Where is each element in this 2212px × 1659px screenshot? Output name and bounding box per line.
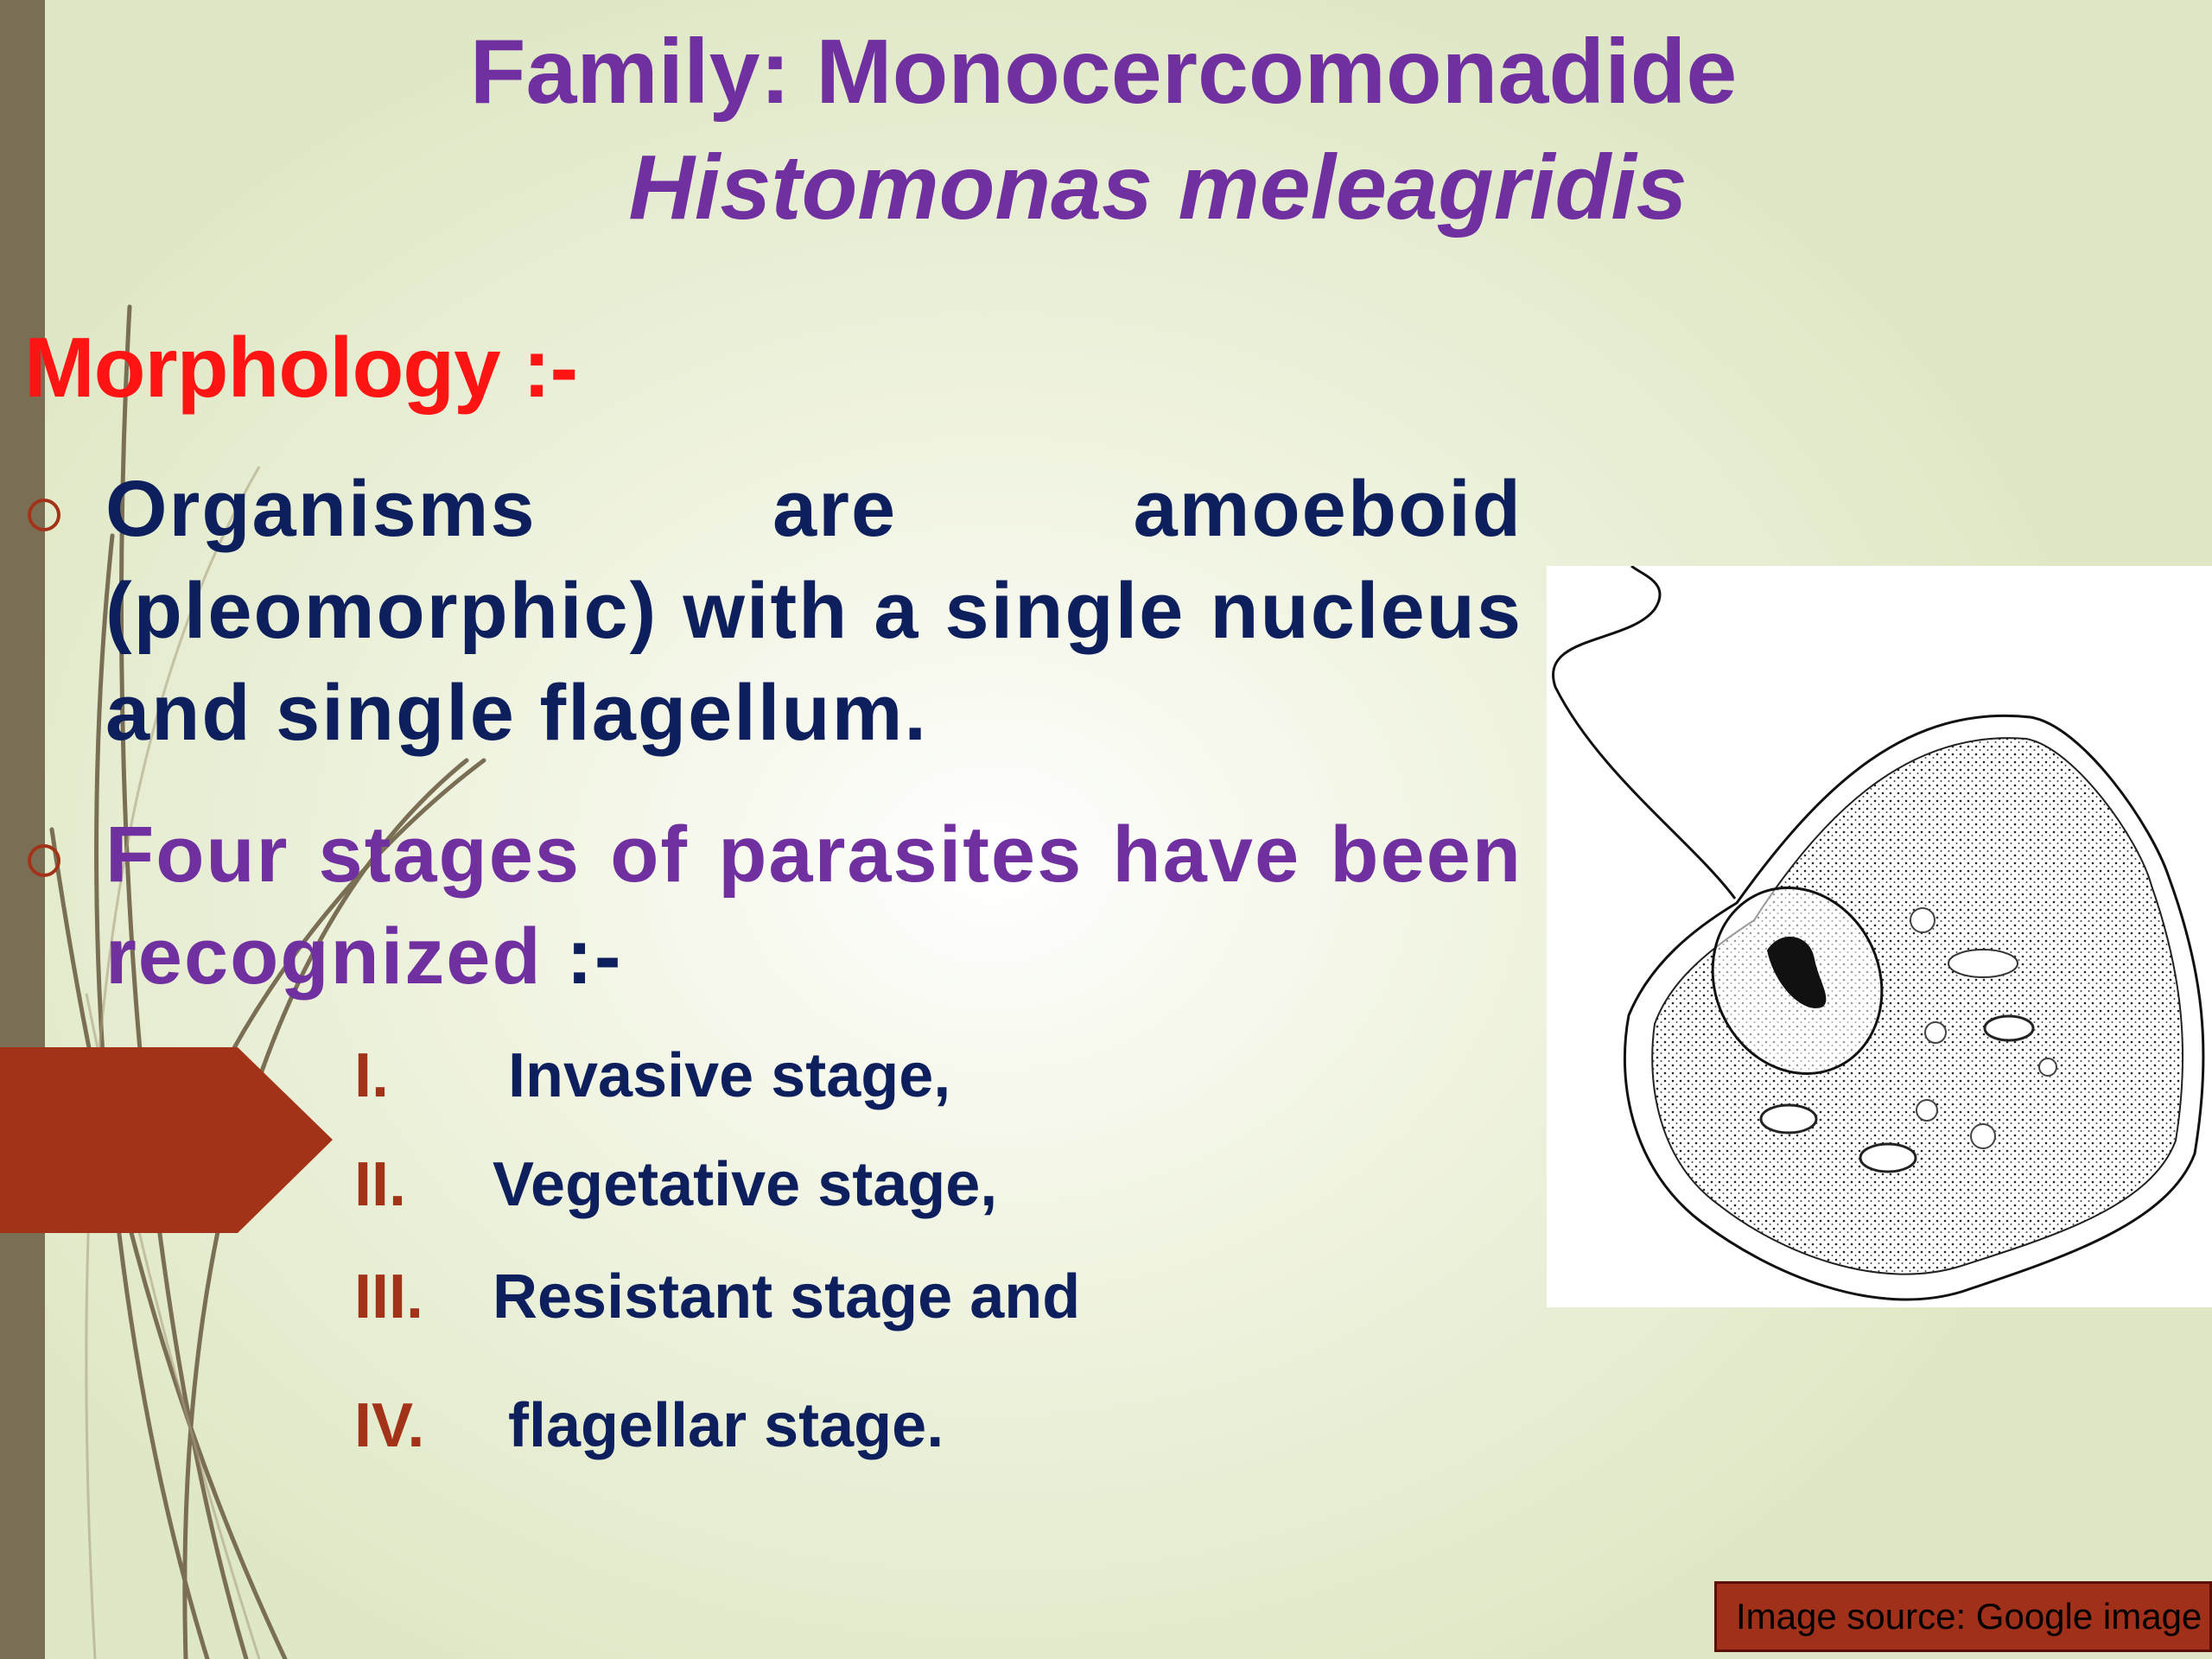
stages-intro-tail: :- — [542, 912, 623, 1001]
stage-label: Resistant stage and — [493, 1262, 1081, 1332]
stage-numeral: I. — [354, 1041, 390, 1110]
bullet-circle-icon — [26, 497, 62, 533]
stage-item — [354, 1387, 944, 1465]
morphology-heading: Morphology :- — [24, 320, 578, 415]
stage-item — [354, 1258, 1080, 1336]
stage-numeral: IV. — [354, 1391, 425, 1460]
stage-label: Invasive stage, — [508, 1041, 951, 1110]
bullet-circle-icon — [26, 842, 62, 879]
stage-item — [354, 1037, 950, 1115]
bullet-organisms-text: Organisms are amoeboid (pleomorphic) with a single nucleus and single flagellum. — [105, 465, 1522, 757]
stages-intro: Four stages of parasites have been recognized — [105, 810, 1522, 1001]
stage-label: flagellar stage. — [508, 1391, 944, 1460]
stage-label: Vegetative stage, — [493, 1150, 998, 1219]
flagellum — [1553, 566, 1735, 899]
histomonas-cell-illustration — [1547, 566, 2212, 1307]
species-title: Histomonas meleagridis — [628, 137, 1688, 238]
stage-item — [354, 1146, 997, 1224]
image-source-caption: Image source: Google image — [1714, 1581, 2212, 1652]
cell-drawing — [1547, 566, 2212, 1307]
bullet-stages-text — [105, 804, 1522, 1007]
red-pentagon-arrow — [0, 1047, 333, 1233]
stage-numeral: II. — [354, 1150, 407, 1219]
stage-numeral: III. — [354, 1262, 424, 1332]
family-title: Family: Monocercomonadide — [469, 21, 1738, 123]
